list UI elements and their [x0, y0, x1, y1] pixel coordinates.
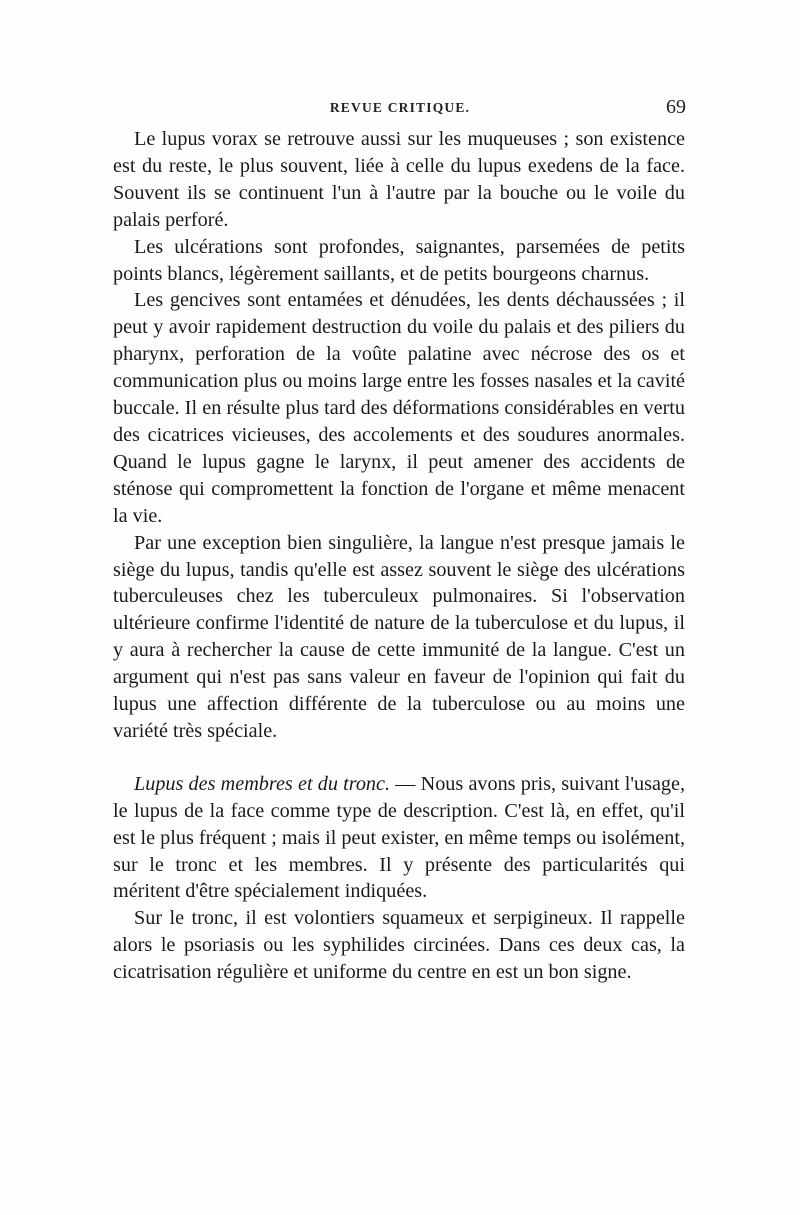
section-title: Lupus des membres et du tronc.: [134, 772, 391, 795]
running-head: [0, 96, 800, 122]
section-dash: —: [390, 772, 421, 795]
paragraph-ulcerations: Les ulcérations sont profondes, saignantes, parsemées de petits points blancs, légèrement saillants, et de petits bourgeons charnus.: [113, 235, 685, 285]
body-text: [113, 126, 685, 986]
page-number: 69: [666, 96, 686, 118]
section-first-paragraph: Nous avons pris, suivant l'usage, le lupus de la face comme type de description. C'est là, en effet, qu'il est le plus fréquent ; mais il peut exister, en même temps ou isolément, sur le tronc et les membres. Il y présente des particularités qui méritent d'être spécialement indiquées.: [113, 772, 686, 903]
paragraph-gencives: Les gencives sont entamées et dénudées, les dents déchaussées ; il peut y avoir rapidement destruction du voile du palais et des piliers du pharynx, perforation de la voûte palatine avec nécrose des os et communication plus ou moins large entre les fosses nasales et la cavité buccale. Il en résulte plus tard des déformations considérables en vertu des cicatrices vicieuses, des accolements et des soudures anormales. Quand le lupus gagne le larynx, il peut amener des accidents de sténose qui compromettent la fonction de l'organe et même menacent la vie.: [113, 289, 686, 527]
paragraph-lupus-vorax: Le lupus vorax se retrouve aussi sur les muqueuses ; son existence est du reste, le plus souvent, liée à celle du lupus exedens de la face. Souvent ils se continuent l'un à l'autre par la bouche ou le voile du palais perforé.: [113, 128, 685, 231]
running-title: REVUE CRITIQUE.: [329, 100, 471, 115]
paragraph-langue: Par une exception bien singulière, la langue n'est presque jamais le siège du lupus, tandis qu'elle est assez souvent le siège des ulcérations tuberculeuses chez les tuberculeux pulmonaires. Si l'observation ultérieure confirme l'identité de nature de la tuberculose et du lupus, il y aura à rechercher la cause de cette immunité de la langue. C'est un argument qui n'est pas sans valeur en faveur de l'opinion qui fait du lupus une affection différente de la tuberculose ou au moins une variété très spéciale.: [113, 531, 685, 742]
paragraph-tronc: Sur le tronc, il est volontiers squameux et serpigineux. Il rappelle alors le psoriasis ou les syphilides circinées. Dans ces deux cas, la cicatrisation régulière et uniforme du centre en est un bon signe.: [113, 907, 685, 984]
section-membres-tronc: [113, 771, 685, 906]
